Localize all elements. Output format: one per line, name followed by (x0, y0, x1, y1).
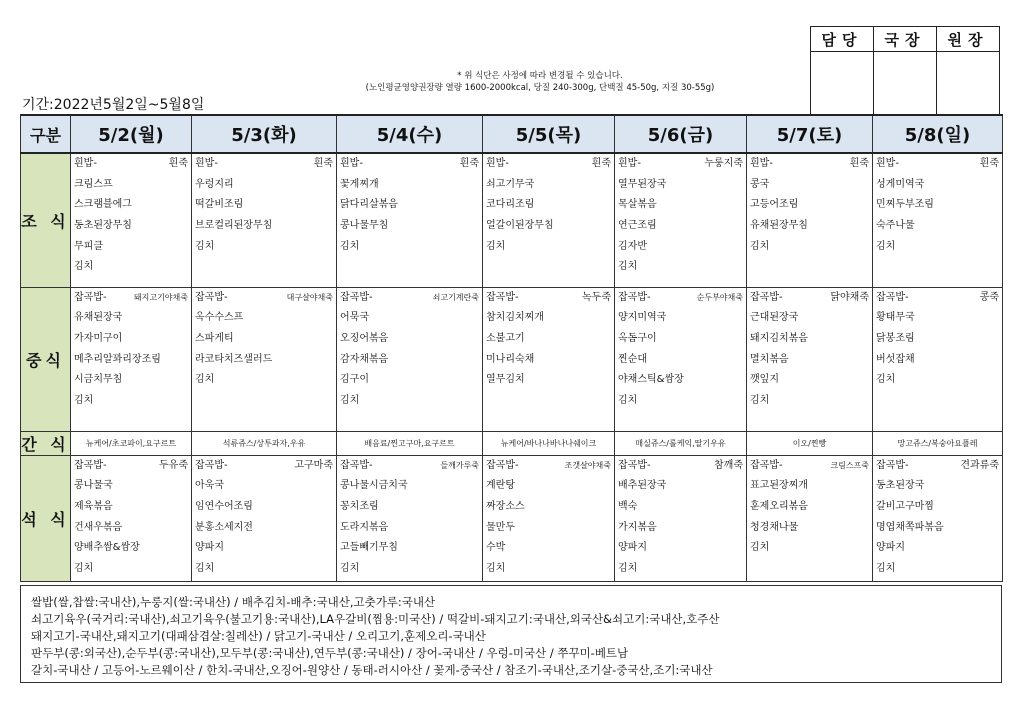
dish-item: 고들빼기무침 (340, 542, 398, 554)
dish-item: 유채된장무침 (750, 220, 808, 232)
rice-porridge-line (71, 288, 191, 309)
dish-item: 훈제오리볶음 (750, 500, 808, 512)
rice-porridge-line (71, 456, 191, 477)
dish-item: 김구이 (340, 374, 369, 386)
rice-item: 흰밥- (195, 158, 218, 169)
snack-cell: 이오/찐빵 (747, 431, 873, 455)
day-header: 5/2(월) (71, 115, 192, 153)
menu-cell (483, 153, 615, 287)
dish-item: 꽃게찌개 (340, 178, 379, 190)
dish-item: 임연수어조림 (195, 500, 253, 512)
dish-item: 김치 (876, 240, 896, 252)
rice-porridge-line (483, 288, 614, 309)
rice-item: 잡곡밥- (876, 459, 909, 471)
dish-item: 수박 (486, 542, 506, 554)
dish-item: 어묵국 (340, 312, 369, 324)
dish-item: 김치 (750, 240, 770, 252)
dish-item: 고등어조림 (750, 199, 799, 211)
dish-item: 김치 (750, 542, 770, 554)
origin-line: 판두부(콩:외국산),순두부(콩:국내산),모두부(콩:국내산),연두부(콩:국내산) / 장어-국내산 / 우렁-미국산 / 쭈꾸미-베트남 (31, 646, 629, 660)
dish-item: 미나리숙채 (486, 353, 535, 365)
porridge-item: 흰죽 (591, 158, 611, 169)
rice-porridge-line (192, 154, 336, 175)
porridge-item: 콩죽 (979, 291, 999, 303)
menu-cell (483, 287, 615, 431)
dish-item: 찐순대 (618, 353, 647, 365)
header-gubun: 구분 (21, 115, 71, 153)
dish-item: 아욱국 (195, 480, 224, 492)
dish-item: 동초된장국 (876, 480, 925, 492)
header-row (21, 115, 1003, 153)
dish-item: 감자채볶음 (340, 353, 389, 365)
rice-item: 잡곡밥- (750, 459, 783, 471)
rice-item: 잡곡밥- (74, 459, 107, 471)
snack-cell: 매실쥬스/롤케익,딸기우유 (615, 431, 747, 455)
menu-cell (337, 287, 483, 431)
rice-item: 흰밥- (74, 158, 97, 169)
porridge-item: 참깨죽 (714, 459, 743, 471)
dish-item: 숙주나물 (876, 220, 915, 232)
day-header: 5/4(수) (337, 115, 483, 153)
porridge-item: 대구살야채죽 (286, 292, 333, 302)
menu-cell (71, 455, 192, 581)
meal-label-dinner: 석 식 (21, 455, 71, 581)
notice-line1: * 위 식단은 사정에 따라 변경될 수 있습니다. (457, 71, 623, 81)
rice-porridge-line (747, 456, 872, 477)
origin-line: 쌀밥(쌀,찹쌀:국내산),누룽지(쌀:국내산) / 배추김치-배추:국내산,고춧가루:국내산 (31, 595, 436, 609)
dish-item: 도라지볶음 (340, 521, 389, 533)
porridge-item: 흰죽 (849, 158, 869, 169)
menu-cell (747, 153, 873, 287)
weekly-menu-table (20, 114, 1003, 582)
rice-porridge-line (192, 288, 336, 309)
porridge-item: 닭야채죽 (830, 291, 869, 303)
rice-item: 잡곡밥- (486, 459, 519, 471)
dish-item: 코다리조림 (486, 199, 535, 211)
rice-item: 잡곡밥- (74, 291, 107, 303)
meal-label-snack: 간 식 (21, 431, 71, 455)
dish-item: 옥수수스프 (195, 312, 244, 324)
dish-item: 김치 (340, 562, 360, 574)
dish-item: 근대된장국 (750, 312, 799, 324)
menu-cell (192, 455, 337, 581)
day-header: 5/6(금) (615, 115, 747, 153)
rice-porridge-line (873, 288, 1002, 309)
dish-item: 무피클 (74, 240, 103, 252)
dish-item: 양배추쌈&쌈장 (74, 542, 140, 554)
dish-item: 짜장소스 (486, 500, 525, 512)
dish-item: 김치 (340, 394, 360, 406)
rice-porridge-line (483, 154, 614, 175)
rice-item: 잡곡밥- (618, 291, 651, 303)
rice-porridge-line (337, 154, 482, 175)
dish-item: 제육볶음 (74, 500, 113, 512)
rice-porridge-line (337, 456, 482, 477)
rice-porridge-line (873, 456, 1002, 477)
rice-item: 잡곡밥- (340, 291, 373, 303)
porridge-item: 순두부야채죽 (696, 292, 743, 302)
dish-item: 야채스틱&쌈장 (618, 374, 684, 386)
dish-item: 건새우볶음 (74, 521, 123, 533)
dish-item: 쇠고기무국 (486, 178, 535, 190)
porridge-item: 두유죽 (159, 459, 188, 471)
menu-cell (337, 153, 483, 287)
menu-cell (483, 455, 615, 581)
dish-item: 김치 (74, 261, 94, 273)
origin-info (20, 585, 1002, 683)
dish-item: 양파지 (876, 542, 905, 554)
approval-head-chief: 원장 (937, 27, 1000, 52)
menu-cell (192, 287, 337, 431)
dish-item: 옥돔구이 (618, 332, 657, 344)
dish-item: 김치 (195, 240, 215, 252)
porridge-item: 크림스프죽 (830, 460, 869, 470)
dish-item: 김자반 (618, 240, 647, 252)
origin-line: 돼지고기-국내산,돼지고기(대패삼겹살:칠레산) / 닭고기-국내산 / 오리고기,훈제오리-국내산 (31, 629, 486, 643)
menu-cell (873, 153, 1003, 287)
snack-cell: 뉴케어/초코파이,요구르트 (71, 431, 192, 455)
menu-cell (747, 455, 873, 581)
menu-cell (71, 153, 192, 287)
dish-item: 얼갈이된장무침 (486, 220, 554, 232)
dish-item: 물만두 (486, 521, 515, 533)
dish-item: 크림스프 (74, 178, 113, 190)
porridge-item: 흰죽 (459, 158, 479, 169)
porridge-item: 견과류죽 (960, 459, 999, 471)
notice-line2: (노인평균영양권장량 열량 1600-2000kcal, 당질 240-300g, 단백질 45-50g, 지질 30-55g) (365, 83, 715, 93)
snack-cell: 석류쥬스/상투과자,우유 (192, 431, 337, 455)
snack-cell: 망고쥬스/복숭아요플레 (873, 431, 1003, 455)
origin-line: 쇠고기육우(국거리:국내산),쇠고기육우(불고기용:국내산),LA우갈비(찜용:미국산) / 떡갈비-돼지고기:국내산,외국산&쇠고기:국내산,호주산 (31, 612, 720, 626)
porridge-item: 조갯살야채죽 (564, 460, 611, 470)
dish-item: 김치 (74, 394, 94, 406)
dish-item: 가지볶음 (618, 521, 657, 533)
menu-cell (337, 455, 483, 581)
rice-item: 잡곡밥- (876, 291, 909, 303)
meal-label-breakfast: 조 식 (21, 153, 71, 287)
dish-item: 스크램블에그 (74, 199, 132, 211)
menu-cell (873, 455, 1003, 581)
dish-item: 청경채나물 (750, 521, 799, 533)
dish-item: 버섯잡채 (876, 353, 915, 365)
dish-item: 양파지 (618, 542, 647, 554)
rice-porridge-line (747, 288, 872, 309)
dish-item: 갈비고구마찜 (876, 500, 934, 512)
dish-item: 김치 (618, 261, 638, 273)
dish-item: 분홍소세지전 (195, 521, 253, 533)
dish-item: 동초된장무침 (74, 220, 132, 232)
rice-porridge-line (71, 154, 191, 175)
dish-item: 황태무국 (876, 312, 915, 324)
dish-item: 가자미구이 (74, 332, 123, 344)
dish-item: 열무된장국 (618, 178, 667, 190)
rice-porridge-line (483, 456, 614, 477)
dish-item: 우렁지리 (195, 178, 234, 190)
day-header: 5/7(토) (747, 115, 873, 153)
dish-item: 브로컬리된장무침 (195, 220, 273, 232)
dish-item: 닭다리살볶음 (340, 199, 398, 211)
menu-cell (192, 153, 337, 287)
rice-item: 잡곡밥- (486, 291, 519, 303)
rice-item: 잡곡밥- (195, 291, 228, 303)
dish-item: 김치 (340, 240, 360, 252)
dish-item: 떡갈비조림 (195, 199, 244, 211)
rice-item: 잡곡밥- (340, 459, 373, 471)
approval-head-manager: 담당 (811, 27, 874, 52)
snack-row (21, 431, 1003, 455)
porridge-item: 흰죽 (979, 158, 999, 169)
day-header: 5/3(화) (192, 115, 337, 153)
dish-item: 연근조림 (618, 220, 657, 232)
dish-item: 목살볶음 (618, 199, 657, 211)
rice-porridge-line (337, 288, 482, 309)
rice-porridge-line (192, 456, 336, 477)
menu-cell (615, 153, 747, 287)
porridge-item: 들깨가루죽 (440, 460, 479, 470)
porridge-item: 녹두죽 (582, 291, 611, 303)
rice-porridge-line (747, 154, 872, 175)
rice-item: 잡곡밥- (750, 291, 783, 303)
dish-item: 김치 (486, 240, 506, 252)
dish-item: 표고된장찌개 (750, 480, 808, 492)
rice-item: 흰밥- (876, 158, 899, 169)
dish-item: 김치 (876, 374, 896, 386)
menu-period: 기간:2022년5월2일~5월8일 (22, 97, 205, 113)
dish-item: 김치 (195, 562, 215, 574)
dish-item: 깻잎지 (750, 374, 779, 386)
rice-item: 잡곡밥- (618, 459, 651, 471)
day-header: 5/5(목) (483, 115, 615, 153)
dish-item: 김치 (618, 394, 638, 406)
rice-porridge-line (615, 154, 746, 175)
dinner-row (21, 455, 1003, 581)
dish-item: 소불고기 (486, 332, 525, 344)
rice-item: 흰밥- (618, 158, 641, 169)
dish-item: 계란탕 (486, 480, 515, 492)
porridge-item: 흰죽 (168, 158, 188, 169)
dish-item: 유채된장국 (74, 312, 123, 324)
day-header: 5/8(일) (873, 115, 1003, 153)
dish-item: 양파지 (195, 542, 224, 554)
rice-item: 흰밥- (750, 158, 773, 169)
dish-item: 양지미역국 (618, 312, 667, 324)
dish-item: 스파게티 (195, 332, 234, 344)
dish-item: 김치 (195, 374, 215, 386)
porridge-item: 누룽지죽 (704, 158, 743, 169)
snack-cell: 뉴케어/바나나바나나쉐이크 (483, 431, 615, 455)
porridge-item: 흰죽 (313, 158, 333, 169)
menu-cell (615, 455, 747, 581)
lunch-row (21, 287, 1003, 431)
dish-item: 시금치무침 (74, 374, 123, 386)
dish-item: 메추리알꽈리장조림 (74, 353, 161, 365)
rice-item: 흰밥- (340, 158, 363, 169)
dish-item: 멸치볶음 (750, 353, 789, 365)
dish-item: 참치김치찌개 (486, 312, 544, 324)
rice-porridge-line (615, 288, 746, 309)
dish-item: 닭봉조림 (876, 332, 915, 344)
menu-cell (615, 287, 747, 431)
dish-item: 콩국 (750, 178, 770, 190)
dish-item: 콩나물국 (74, 480, 113, 492)
meal-label-lunch: 중식 (21, 287, 71, 431)
porridge-item: 돼지고기야채죽 (133, 292, 188, 302)
menu-cell (873, 287, 1003, 431)
dish-item: 김치 (74, 562, 94, 574)
dish-item: 열무김치 (486, 374, 525, 386)
dish-item: 돼지김치볶음 (750, 332, 808, 344)
dish-item: 성게미역국 (876, 178, 925, 190)
rice-item: 흰밥- (486, 158, 509, 169)
notice (300, 70, 780, 94)
origin-line: 갈치-국내산 / 고등어-노르웨이산 / 한치-국내산,오징어-원양산 / 동태-러시아산 / 꽃게-중국산 / 참조기-국내산,조기살-중국산,조기:국내산 (31, 663, 713, 677)
dish-item: 김치 (618, 562, 638, 574)
menu-cell (747, 287, 873, 431)
dish-item: 배추된장국 (618, 480, 667, 492)
dish-item: 명엽채쪽파볶음 (876, 521, 944, 533)
snack-cell: 배음료/찐고구마,요구르트 (337, 431, 483, 455)
dish-item: 김치 (750, 394, 770, 406)
dish-item: 민찌두부조림 (876, 199, 934, 211)
rice-item: 잡곡밥- (195, 459, 228, 471)
menu-cell (71, 287, 192, 431)
dish-item: 오징어볶음 (340, 332, 389, 344)
dish-item: 꽁치조림 (340, 500, 379, 512)
approval-head-director: 국장 (874, 27, 937, 52)
dish-item: 라코타치즈샐러드 (195, 353, 273, 365)
porridge-item: 쇠고기계란죽 (432, 292, 479, 302)
rice-porridge-line (615, 456, 746, 477)
rice-porridge-line (873, 154, 1002, 175)
dish-item: 콩나물무침 (340, 220, 389, 232)
dish-item: 백숙 (618, 500, 638, 512)
dish-item: 김치 (486, 562, 506, 574)
dish-item: 콩나물시금치국 (340, 480, 408, 492)
porridge-item: 고구마죽 (294, 459, 333, 471)
breakfast-row (21, 153, 1003, 287)
dish-item: 김치 (876, 562, 896, 574)
